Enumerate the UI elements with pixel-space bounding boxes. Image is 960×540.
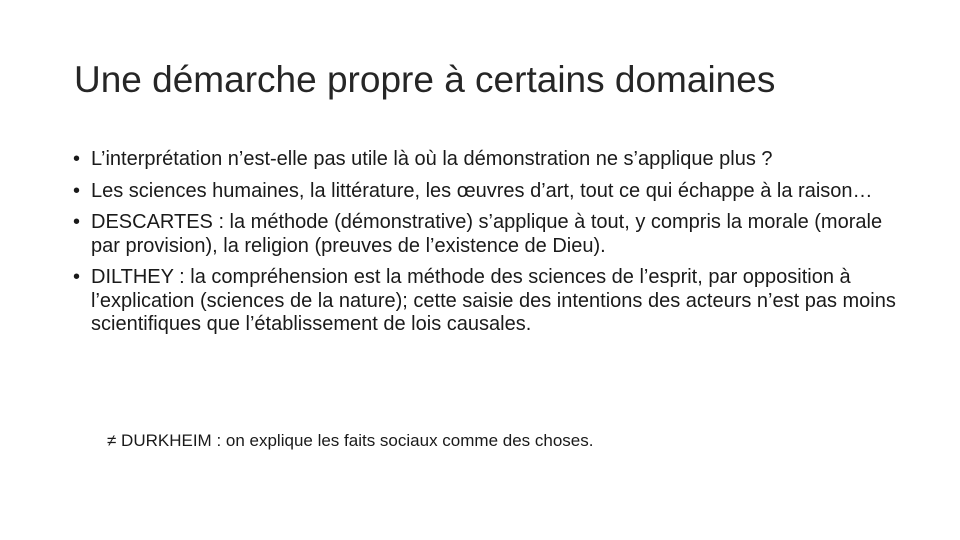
sub-note: ≠ DURKHEIM : on explique les faits sociaux comme des choses. (107, 431, 594, 450)
bullet-item (72, 211, 902, 258)
bullet-item (72, 148, 902, 172)
bullet-text: Les sciences humaines, la littérature, les œuvres d’art, tout ce qui échappe à la raison… (91, 179, 873, 202)
bullet-marker: • (73, 148, 81, 170)
bullet-marker: • (73, 211, 81, 233)
bullet-item (72, 266, 902, 337)
bullet-text: L’interprétation n’est-elle pas utile là où la démonstration ne s’applique plus ? (91, 148, 773, 170)
slide-title: Une démarche propre à certains domaines (74, 59, 776, 100)
bullet-text: DILTHEY : la compréhension est la méthode des sciences de l’esprit, par opposition à l’explication (sciences de la nature); cette saisie des intentions des acteurs n’est pas moins scientifiques que l’établissement de lois causales. (91, 266, 896, 335)
bullet-marker: • (73, 266, 81, 288)
bullet-marker: • (73, 179, 81, 202)
bullet-list (72, 148, 902, 345)
bullet-item (72, 180, 902, 204)
bullet-text: DESCARTES : la méthode (démonstrative) s’applique à tout, y compris la morale (morale par provision), la religion (preuves de l’existence de Dieu). (91, 211, 883, 257)
